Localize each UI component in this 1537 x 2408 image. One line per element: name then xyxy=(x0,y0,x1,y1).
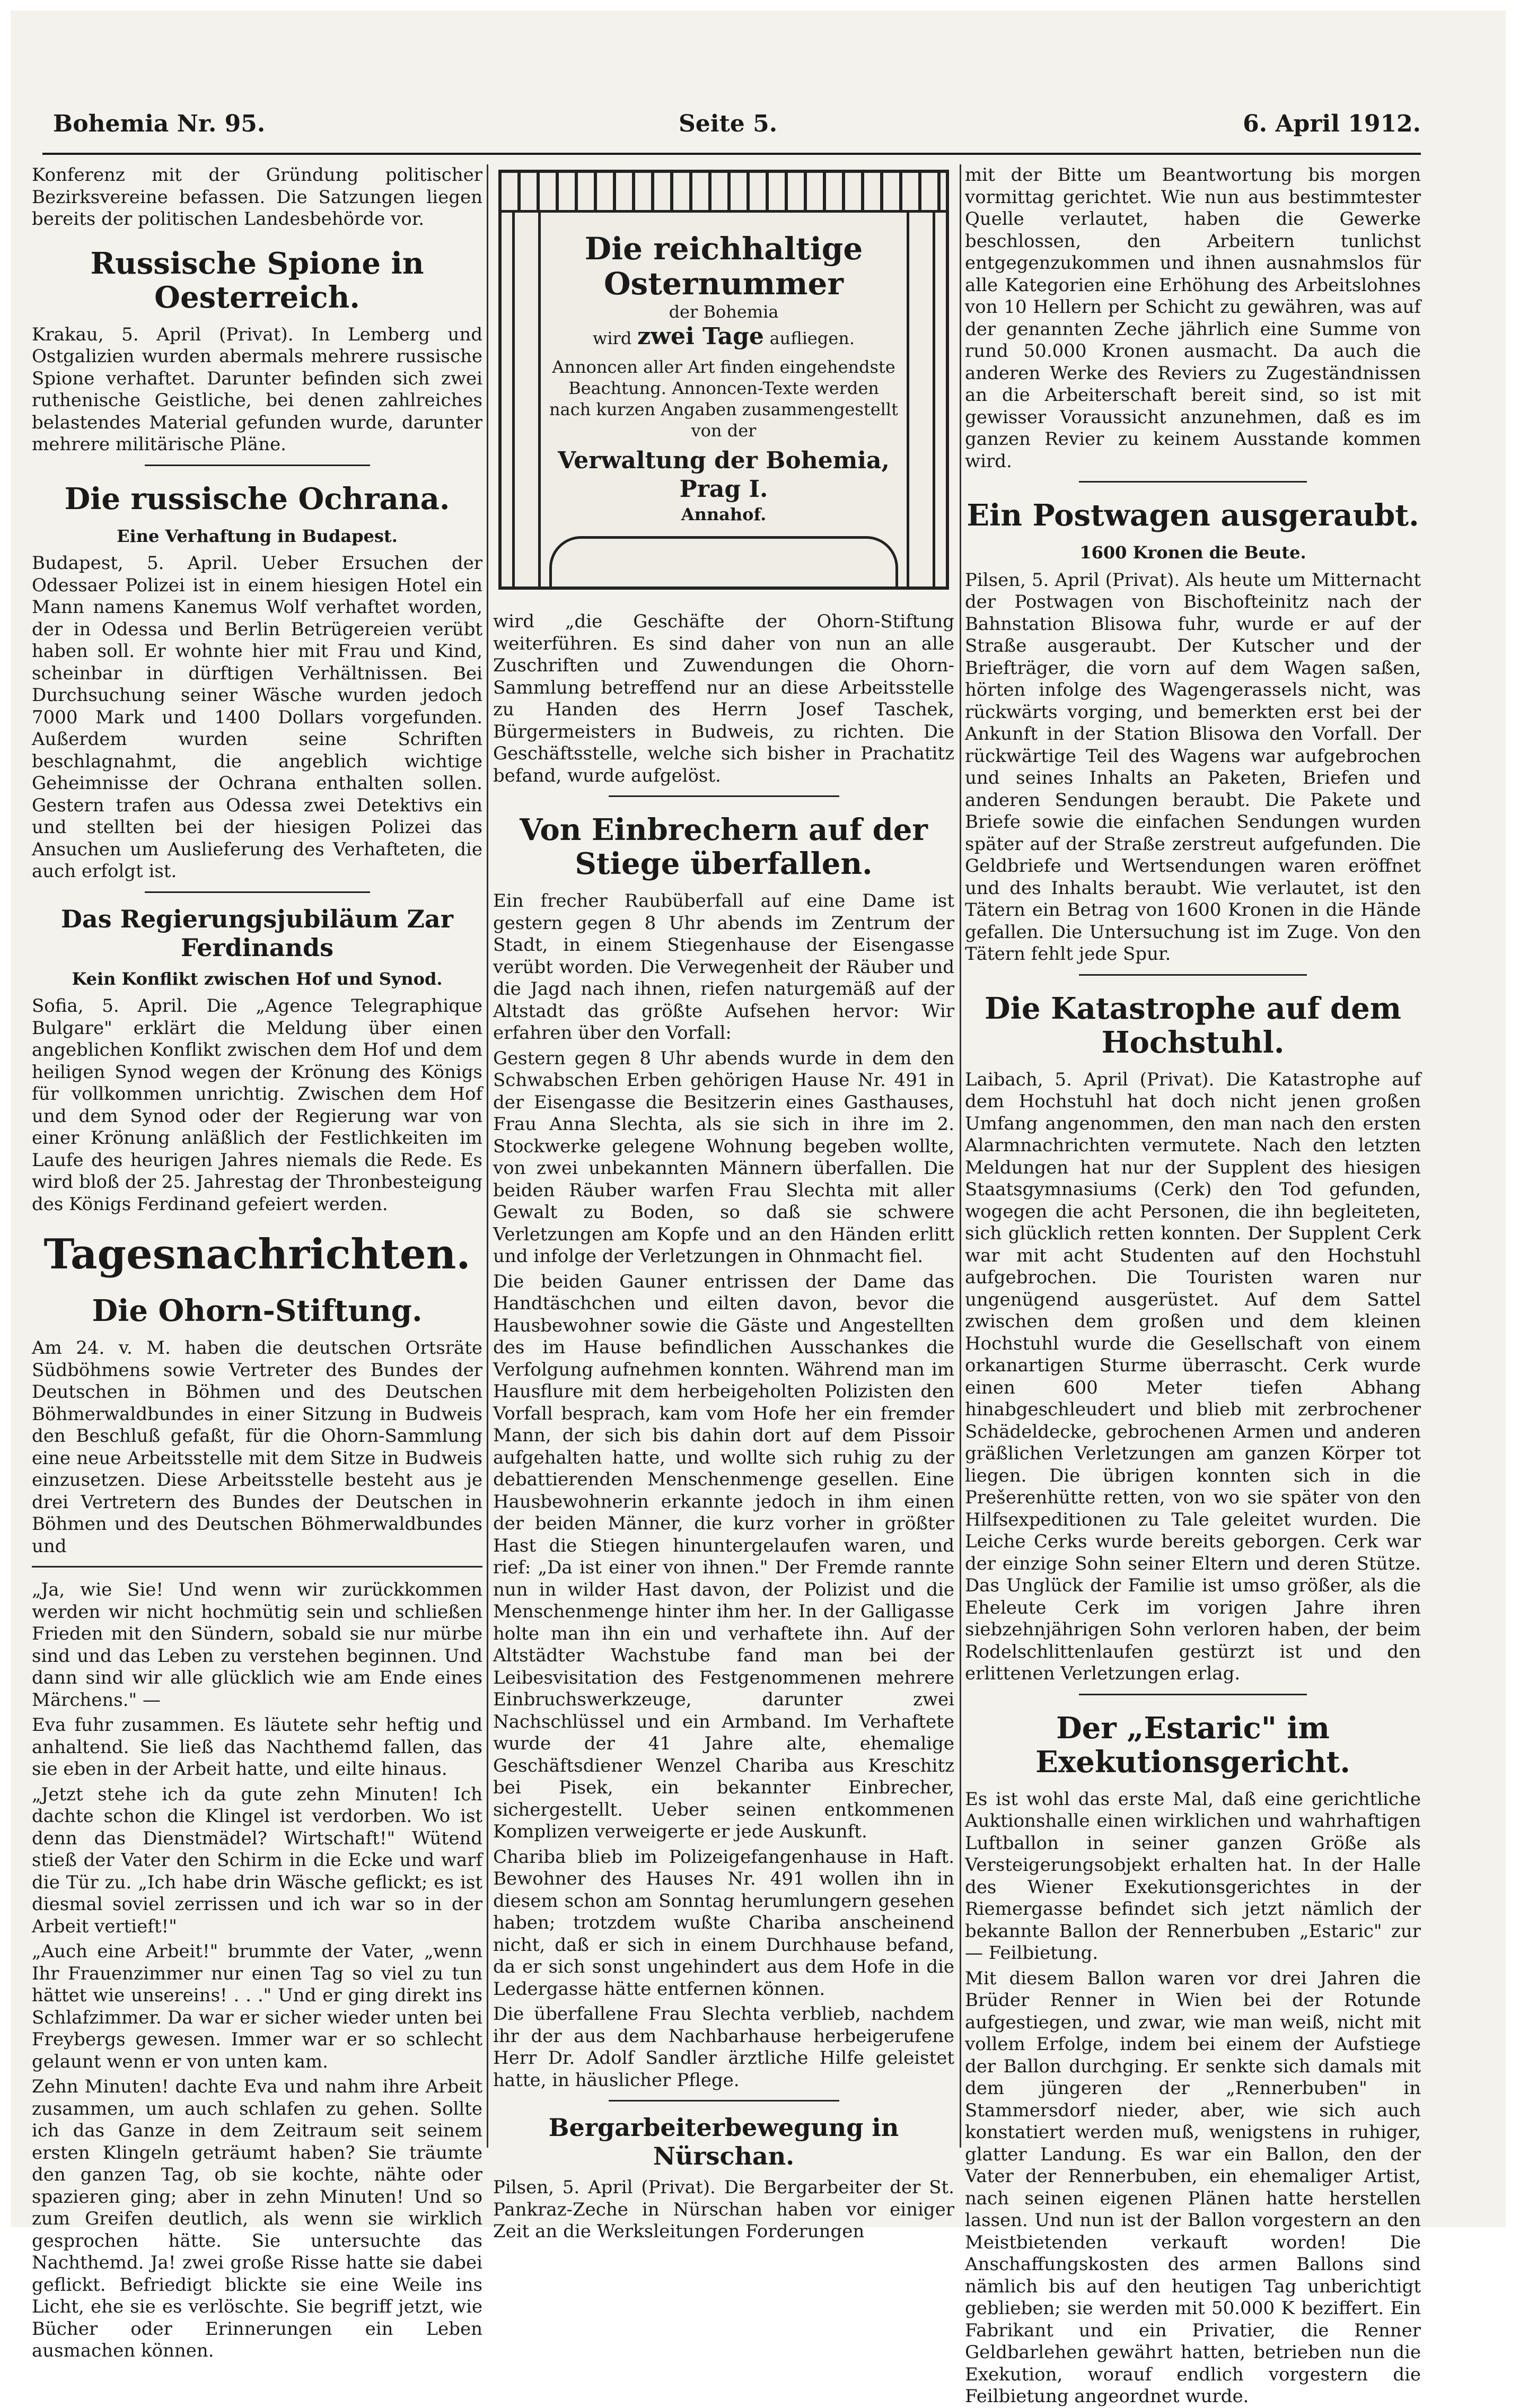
ad-line-duration xyxy=(549,322,898,351)
story-paragraph: Zehn Minuten! dachte Eva und nahm ihre Arbeit zusammen, um auch schlafen zu gehen. Sollte ich das Ganze in dem Zeitraum seit seinem ersten Klingeln geträumt haben? Sie träumte den ganzen Tag, ob sie kochte, nähte oder spazieren ging; aber in zehn Minuten! Und so zum Greifen deutlich, als wenn sie wirklich gesprochen hätte. Sie untersuchte das Nachthemd. Ja! zwei große Risse hatte sie dabei geflickt. Befriedigt blickte sie eine Weile ins Licht, ehe sie es verlöschte. Sie begriff jetzt, wie Bücher oder Erinnerungen ein Leben ausmachen können. xyxy=(32,2076,482,2361)
article-title-russian-spies: Russische Spione in Oesterreich. xyxy=(90,246,424,315)
ad-publisher: Verwaltung der Bohemia, Prag I. xyxy=(558,447,890,503)
article-body-ohorn: Am 24. v. M. haben die deutschen Ortsräte Südböhmens sowie Vertreter des Bundes der Deutschen in Böhmen und des Deutschen Böhmerwaldbundes in einer Sitzung in Budweis den Beschluß gefaßt, für die Ohorn-Sammlung eine neue Arbeitsstelle mit dem Sitze in Budweis einzusetzen. Diese Arbeitsstelle besteht aus je drei Vertretern des Bundes der Deutschen in Böhmen und des Deutschen Böhmerwaldbundes und xyxy=(32,1337,482,1557)
article-title-ferdinand: Das Regierungsjubiläum Zar Ferdinands xyxy=(61,904,453,962)
column-rule xyxy=(487,164,488,2148)
article-title-robbery-stairs: Von Einbrechern auf der Stiege überfallen. xyxy=(520,812,928,881)
article-paragraph: Chariba blieb im Polizeigefangenhause in Haft. Bewohner des Hauses Nr. 491 wollen ihn in diesem schon am Sonntag herumlungern gesehen haben; trotzdem wußte Chariba anscheinend nicht, daß er sich in einem Durchhause befand, da er sich sonst ungehindert aus dem Hofe in die Ledergasse hätte entfernen können. xyxy=(493,1846,954,2000)
ad-arch xyxy=(549,536,898,586)
story-paragraph: „Jetzt stehe ich da gute zehn Minuten! Ich dachte schon die Klingel ist verdorben. Wo ist denn das Dienstmädel? Wirtschaft!" Wütend stieß der Vater den Schirm in die Ecke und warf die Tür zu. „Ich habe drin Wäsche geflickt; es ist diesmal soviel zerrissen und ich war so in der Arbeit vertieft!" xyxy=(32,1783,482,1937)
article-title-ohorn: Die Ohorn-Stiftung. xyxy=(92,1293,423,1328)
separator xyxy=(1079,974,1307,976)
article-paragraph: Die beiden Gauner entrissen der Dame das Handtäschchen und eilten davon, bevor die Hausbewohner sowie die Gäste und Angestellten des im Hause befindlichen Ausschankes die Verfolgung aufnehmen konnten. Während man im Hausflure mit dem herbeigeholten Polizisten den Vorfall besprach, kam vom Hofe her ein fremder Mann, der sich bis dahin dort auf dem Pissoir aufgehalten hatte, und wollte sich ruhig zu der debattierenden Menschenmenge gesellen. Eine Hausbewohnerin erkannte jedoch in ihm einen der beiden Männer, die kurz vorher in größter Hast die Stiegen hinuntergelaufen waren, und rief: „Da ist einer von ihnen." Der Fremde rannte nun in wilder Hast davon, der Polizist und die Menschenmenge hinter ihm her. In der Galligasse holte man ihn ein und verhaftete ihn. Auf der Altstädter Wachstube fand man bei der Leibesvisitation des Festgenommenen mehrere Einbruchswerkzeuge, darunter zwei Nachschlüssel und ein Armband. Im Verhaftete wurde der 41 Jahre alte, ehemalige Geschäftsdiener Wenzel Chariba aus Kreschitz bei Pisek, ein bekannter Einbrecher, sichergestellt. Ueber seinen entkommenen Komplizen verweigerte er jede Auskunft. xyxy=(493,1271,954,1842)
article-paragraph: Ein frecher Raubüberfall auf eine Dame ist gestern gegen 8 Uhr abends im Zentrum der Stadt, in einem Stiegenhause der Eisengasse verübt worden. Die Verwegenheit der Räuber und die Jagd nach ihnen, riefen naturgemäß auf der Altstadt das größte Aufsehen hervor: Wir erfahren über den Vorfall: xyxy=(493,890,954,1044)
article-body-ohorn-continued: wird „die Geschäfte der Ohorn-Stiftung weiterführen. Es sind daher von nun an alle Zuschriften und Zuwendungen die Ohorn-Sammlung betreffend nur an diese Arbeitsstelle zu Handen des Herrn Josef Taschek, Bürgermeisters in Budweis, zu richten. Die Geschäftsstelle, welche sich bisher in Prachatitz befand, wurde aufgelöst. xyxy=(493,611,954,786)
ad-pillar-left xyxy=(512,210,541,586)
article-body-russian-spies: Krakau, 5. April (Privat). In Lemberg und Ostgalizien wurden abermals mehrere russische Spione verhaftet. Darunter befinden sich zwei ruthenische Geistliche, bei denen zahlreiches belastendes Material gefunden wurde, darunter mehrere militärische Pläne. xyxy=(32,323,482,455)
article-paragraph: Gestern gegen 8 Uhr abends wurde in dem den Schwabschen Erben gehörigen Hause Nr. 491 in der Eisengasse die Besitzerin eines Gasthauses, Frau Anna Slechta, als sie sich in ihre im 2. Stockwerke gelegene Wohnung begeben wollte, von zwei unbekannten Männern überfallen. Die beiden Räuber warfen Frau Slechta mit aller Gewalt zu Boden, so daß sie schwere Verletzungen am Kopfe und an den Händen erlitt und infolge der Verletzungen in Ohnmacht fiel. xyxy=(493,1047,954,1267)
ad-ornament-top xyxy=(502,173,946,213)
ad-address: Annahof. xyxy=(681,504,767,524)
separator xyxy=(609,795,839,797)
article-paragraph: Die überfallene Frau Slechta verblieb, nachdem ihr der aus dem Nachbarhause herbeigerufene Herr Dr. Adolf Sandler ärztliche Hilfe geleistet hatte, in häuslicher Pflege. xyxy=(493,2003,954,2091)
article-subtitle-postwagen: 1600 Kronen die Beute. xyxy=(1079,542,1306,563)
advertisement-frame xyxy=(498,170,949,590)
article-subtitle-ochrana: Eine Verhaftung in Budapest. xyxy=(117,526,398,546)
article-title-ochrana: Die russische Ochrana. xyxy=(64,481,450,516)
column-rule xyxy=(960,164,961,2148)
newspaper-page xyxy=(11,11,1506,2407)
ad-title: Die reichhaltige Osternummer xyxy=(584,231,863,302)
column-2 xyxy=(493,164,954,2242)
story-paragraph: Eva fuhr zusammen. Es läutete sehr heftig und anhaltend. Sie ließ das Nachthemd fallen, das sie eben in der Arbeit hatte, und eilte hinaus. xyxy=(32,1714,482,1780)
article-body-postwagen: Pilsen, 5. April (Privat). Als heute um Mitternacht der Postwagen von Bischofteinitz nach der Bahnstation Blisowa fuhr, wurde er auf der Straße ausgeraubt. Der Kutscher und der Briefträger, die vorn auf dem Wagen saßen, hörten infolge des Wagengerassels nicht, was rückwärts vorging, und bemerkten erst bei der Ankunft in der Station Blisowa den Vorfall. Der rückwärtige Teil des Wagens war aufgebrochen und seines Inhalts an Paketen, Briefen und anderen Sendungen beraubt. Die Pakete und Briefe sowie die einfachen Sendungen wurden später auf der Straße zerstreut aufgefunden. Die Geldbriefe und Wertsendungen waren eröffnet und des Inhalts beraubt. Wie verlautet, ist den Tätern ein Betrag von 1600 Kronen in die Hände gefallen. Die Untersuchung ist im Zuge. Von den Tätern fehlt jede Spur. xyxy=(965,569,1421,965)
article-body-ochrana: Budapest, 5. April. Ueber Ersuchen der Odessaer Polizei ist in einem hiesigen Hotel ein Mann namens Kanemus Wolf verhaftet worden, der in Odessa und Berlin Betrügereien verübt haben soll. Er wohnte hier mit Frau und Kind, scheinbar in dürftigen Verhältnissen. Bei Durchsuchung seiner Wäsche wurden jedoch 7000 Mark und 1400 Dollars vorgefunden. Außerdem wurden seine Schriften beschlagnahmt, die angeblich wichtige Geheimnisse der Ochrana enthalten sollen. Gestern trafen aus Odessa zwei Detektivs ein und stellten bei der hiesigen Polizei das Ansuchen um Auslieferung des Verhafteten, die auch erfolgt ist. xyxy=(32,553,482,882)
header-issue: Bohemia Nr. 95. xyxy=(53,110,266,137)
article-paragraph: Es ist wohl das erste Mal, daß eine gerichtliche Auktionshalle einen wirklichen und wahrhaftigen Luftballon in seiner ganzen Größe als Versteigerungsobjekt erhalten hat. In der Halle des Wiener Exekutionsgerichtes in der Riemergasse befindet sich jetzt nämlich der bekannte Ballon der Rennerbuben „Estaric" zur — Feilbietung. xyxy=(965,1788,1421,1964)
separator xyxy=(145,891,370,893)
ad-word-emphasis: zwei Tage xyxy=(637,323,764,350)
column-3 xyxy=(965,164,1421,2407)
ad-line: Annoncen aller Art finden eingehendste Beachtung. Annoncen-Texte werden nach kurzen Angaben zusammengestellt von der xyxy=(549,357,898,441)
article-title-estaric: Der „Estaric" im Exekutionsgericht. xyxy=(1035,1710,1350,1780)
intro-paragraph: Konferenz mit der Gründung politischer Bezirksvereine befassen. Die Satzungen liegen bereits der politischen Landesbehörde vor. xyxy=(32,164,482,230)
separator xyxy=(609,2100,839,2101)
article-body-miners-continued: mit der Bitte um Beantwortung bis morgen vormittag gerichtet. Wie nun aus bestimmtester Quelle verlautet, haben die Gewerke beschlossen, den Arbeitern tunlichst entgegenzukommen und ihnen ausnahmslos für alle Kategorien eine Erhöhung des Arbeitslohnes von 10 Hellern per Schicht zu gewähren, was auf der genannten Zeche jährlich eine Summe von rund 50.000 Kronen ausmacht. Da auch die anderen Werke des Reviers zu Zugeständnissen an die Arbeiterschaft bereit sind, so ist mit gewisser Voraussicht anzunehmen, daß es im ganzen Revier zu keinem Ausstande kommen wird. xyxy=(965,164,1421,472)
article-paragraph: Mit diesem Ballon waren vor drei Jahren die Brüder Renner in Wien bei der Rotunde aufgestiegen, und zwar, wie man weiß, nicht mit vollem Erfolge, indem bei einem der Aufstiege der Ballon durchging. Er senkte sich damals mit dem jüngeren der „Rennerbuben" in Stammersdorf nieder, aber, wie sich auch konstatiert werden muß, wenigstens in ruhiger, glatter Landung. Es war ein Ballon, den der Vater der Rennerbuben, ein ehemaliger Artist, nach seinen eigenen Plänen hatte herstellen lassen. Und nun ist der Ballon vorgestern an den Meistbietenden verkauft worden! Die Anschaffungskosten des armen Ballons sind nämlich bis auf den heutigen Tag unberichtigt geblieben; sie werden mit 50.000 K beziffert. Ein Fabrikant und ein Privatier, die Renner Geldbarlehen gewährt hatten, betrieben nun die Exekution, worauf endlich vorgestern die Feilbietung angeordnet wurde. xyxy=(965,1967,1421,2407)
article-title-postwagen: Ein Postwagen ausgeraubt. xyxy=(967,498,1419,533)
article-body-hochstuhl: Laibach, 5. April (Privat). Die Katastrophe auf dem Hochstuhl hat doch nicht jenen großen Umfang angenommen, den man nach den ersten Alarmnachrichten vermutete. Nach den letzten Meldungen hat nur der Supplent des hiesigen Staatsgymnasiums (Cerk) den Tod gefunden, wogegen die acht Personen, die ihn begleiteten, sich glücklich retten konnten. Der Supplent Cerk war mit acht Studenten auf den Hochstuhl aufgebrochen. Die Touristen waren nur ungenügend ausgerüstet. Auf dem Sattel zwischen dem großen und dem kleinen Hochstuhl wurde die Gesellschaft von einem orkanartigen Sturme überrascht. Cerk wurde einen 600 Meter tiefen Abhang hinabgeschleudert und blieb mit zerbrochener Schädeldecke, gebrochenen Armen und anderen gräßlichen Verletzungen am ganzen Körper tot liegen. Die übrigen konnten sich in die Prešerenhütte retten, von wo sie später von den Hilfsexpeditionen zu Tale geleitet wurden. Die Leiche Cerks wurde bereits geborgen. Cerk war der einzige Sohn seiner Eltern und deren Stütze. Das Unglück der Familie ist umso größer, als die Eheleute Cerk im vorigen Jahre ihren siebzehnjährigen Sohn verloren haben, der beim Rodelschlittenlaufen gestürzt ist und den erlittenen Verletzungen erlag. xyxy=(965,1069,1421,1684)
article-body-miners: Pilsen, 5. April (Privat). Die Bergarbeiter der St. Pankraz-Zeche in Nürschan haben vor einiger Zeit an die Werksleitungen Forderungen xyxy=(493,2177,954,2242)
article-title-miners: Bergarbeiterbewegung in Nürschan. xyxy=(548,2113,899,2170)
ad-word: wird xyxy=(592,328,632,348)
article-title-hochstuhl: Die Katastrophe auf dem Hochstuhl. xyxy=(985,991,1401,1060)
ad-text-block xyxy=(549,231,898,525)
story-paragraph: „Ja, wie Sie! Und wenn wir zurückkommen werden wir nicht hochmütig sein und schließen Frieden mit den Sündern, sobald sie nur mürbe sind und das Leben zu verstehen beginnen. Und dann sind wir alle glücklich wie am Ende eines Märchens." — xyxy=(32,1579,482,1711)
ad-pillar-right xyxy=(907,210,935,586)
ad-word: aufliegen. xyxy=(769,328,855,348)
section-title-tagesnachrichten: Tagesnachrichten. xyxy=(43,1230,471,1279)
column-1 xyxy=(32,164,482,2361)
ad-line: der Bohemia xyxy=(669,302,779,322)
separator xyxy=(1079,481,1307,483)
page-header xyxy=(42,106,1421,143)
header-date: 6. April 1912. xyxy=(1243,110,1421,137)
article-body-ferdinand: Sofia, 5. April. Die „Agence Telegraphique Bulgare" erklärt die Meldung über einen angeblichen Konflikt zwischen dem Hof und dem heiligen Synod wegen der Krönung des Königs für vollkommen unrichtig. Zwischen dem Hof und dem Synod oder der Regierung war von einer Krönung anläßlich der Festlichkeiten im Laufe des heurigen Jahres niemals die Rede. Es wird bloß der 25. Jahrestag der Thronbesteigung des Königs Ferdinand gefeiert werden. xyxy=(32,995,482,1215)
article-subtitle-ferdinand: Kein Konflikt zwischen Hof und Synod. xyxy=(72,968,443,989)
header-rule xyxy=(42,153,1421,155)
header-page-number: Seite 5. xyxy=(679,110,778,137)
separator xyxy=(145,465,370,466)
story-paragraph: „Auch eine Arbeit!" brummte der Vater, „wenn Ihr Frauenzimmer nur einen Tag so viel zu tun hättet wie unsereins! . . ." Und er ging direkt ins Schlafzimmer. Da war er sicher wieder unten bei Freybergs gewesen. Immer war er so schlecht gelaunt wenn er von unten kam. xyxy=(32,1941,482,2072)
separator xyxy=(1079,1694,1307,1695)
feuilleton-rule xyxy=(32,1566,482,1568)
